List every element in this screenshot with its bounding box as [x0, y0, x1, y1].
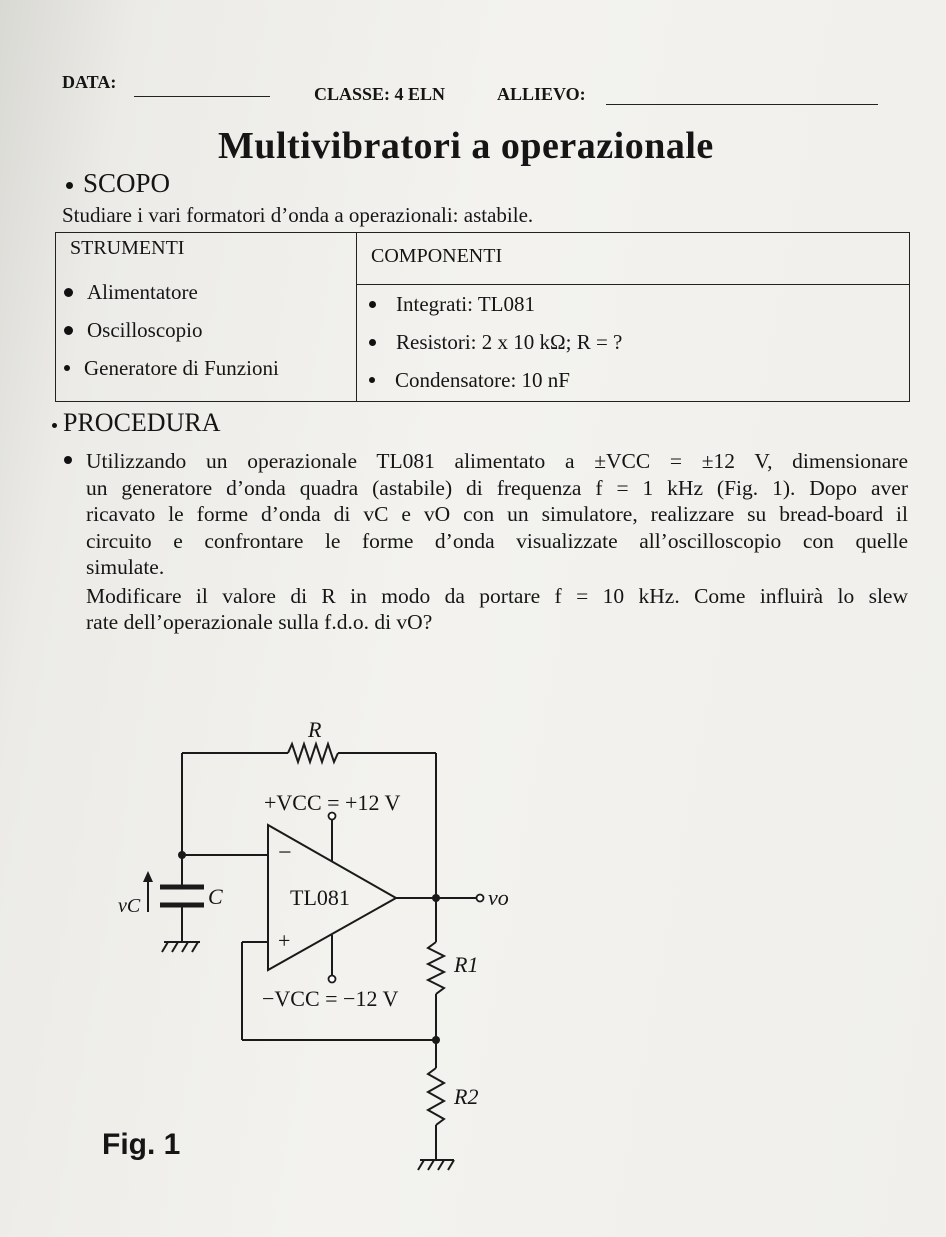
- components-header: COMPONENTI: [357, 233, 909, 285]
- junction-dot: [178, 851, 186, 859]
- list-item: Resistori: 2 x 10 kΩ; R = ?: [369, 323, 909, 361]
- procedure-line: rate dell’operazionale sulla f.d.o. di vO?: [86, 610, 433, 634]
- date-field[interactable]: [134, 96, 270, 97]
- output-terminal: [477, 895, 484, 902]
- label-c: C: [208, 884, 223, 909]
- student-label: ALLIEVO:: [497, 84, 586, 104]
- bullet-icon: [64, 326, 73, 335]
- procedure-line: Modificare il valore di R in modo da portare f = 10 kHz. Come influirà lo slew: [86, 583, 908, 608]
- class-label: CLASSE: 4 ELN: [314, 84, 446, 104]
- terminal-node: [329, 976, 336, 983]
- page-title: Multivibratori a operazionale: [218, 125, 714, 167]
- bullet-icon: [369, 339, 376, 346]
- bullet-icon: [66, 182, 73, 189]
- bullet-icon: [52, 423, 57, 428]
- label-r: R: [308, 717, 322, 742]
- list-item: Alimentatore: [64, 273, 356, 311]
- junction-dot: [432, 1036, 440, 1044]
- bullet-icon: [64, 365, 70, 371]
- list-item: Condensatore: 10 nF: [369, 361, 909, 399]
- procedure-text: [86, 448, 908, 636]
- resistor-r2: [428, 1068, 444, 1125]
- label-vo: vo: [488, 885, 509, 910]
- instruments-column: [56, 233, 357, 402]
- procedure-line: simulate.: [86, 555, 165, 579]
- procedure-line: un generatore d’onda quadra (astabile) di frequenza f = 1 kHz (Fig. 1). Dopo aver: [86, 475, 908, 500]
- procedure-line: circuito e confrontare le forme d’onda visualizzate all’oscilloscopio con quelle: [86, 528, 908, 553]
- label-r2: R2: [454, 1084, 479, 1109]
- label-vc: vC: [118, 895, 141, 917]
- procedure-line: Utilizzando un operazionale TL081 alimentato a ±VCC = ±12 V, dimensionare: [86, 449, 908, 473]
- bullet-icon: [369, 301, 376, 308]
- scope-heading: SCOPO: [66, 168, 170, 199]
- bullet-icon: [369, 377, 375, 383]
- instruments-components-table: [55, 232, 910, 402]
- label-vcc-neg: −VCC = −12 V: [262, 986, 399, 1011]
- astable-circuit-diagram: [0, 700, 946, 1180]
- arrow-head-icon: [143, 871, 153, 882]
- instruments-header: STRUMENTI: [70, 237, 185, 259]
- list-item: Integrati: TL081: [369, 285, 909, 323]
- label-opamp: TL081: [290, 885, 350, 910]
- list-item: Oscilloscopio: [64, 311, 356, 349]
- resistor-r1: [428, 942, 444, 994]
- junction-dot: [432, 894, 440, 902]
- student-field[interactable]: [606, 104, 878, 105]
- components-column: [357, 233, 910, 402]
- label-r1: R1: [454, 952, 479, 977]
- bullet-icon: [64, 456, 72, 464]
- label-vcc-pos: +VCC = +12 V: [264, 790, 401, 815]
- scope-text: Studiare i vari formatori d’onda a operazionali: astabile.: [62, 203, 534, 227]
- label-plus: +: [278, 928, 291, 953]
- procedure-line: ricavato le forme d’onda di vC e vO con un simulatore, realizzare su bread-board il: [86, 502, 908, 526]
- date-label: DATA:: [62, 72, 117, 92]
- label-minus: −: [278, 840, 292, 866]
- list-item: Generatore di Funzioni: [64, 349, 356, 387]
- bullet-icon: [64, 288, 73, 297]
- figure-label: Fig. 1: [102, 1128, 181, 1161]
- resistor-r: [288, 744, 338, 762]
- procedure-heading: PROCEDURA: [52, 408, 220, 438]
